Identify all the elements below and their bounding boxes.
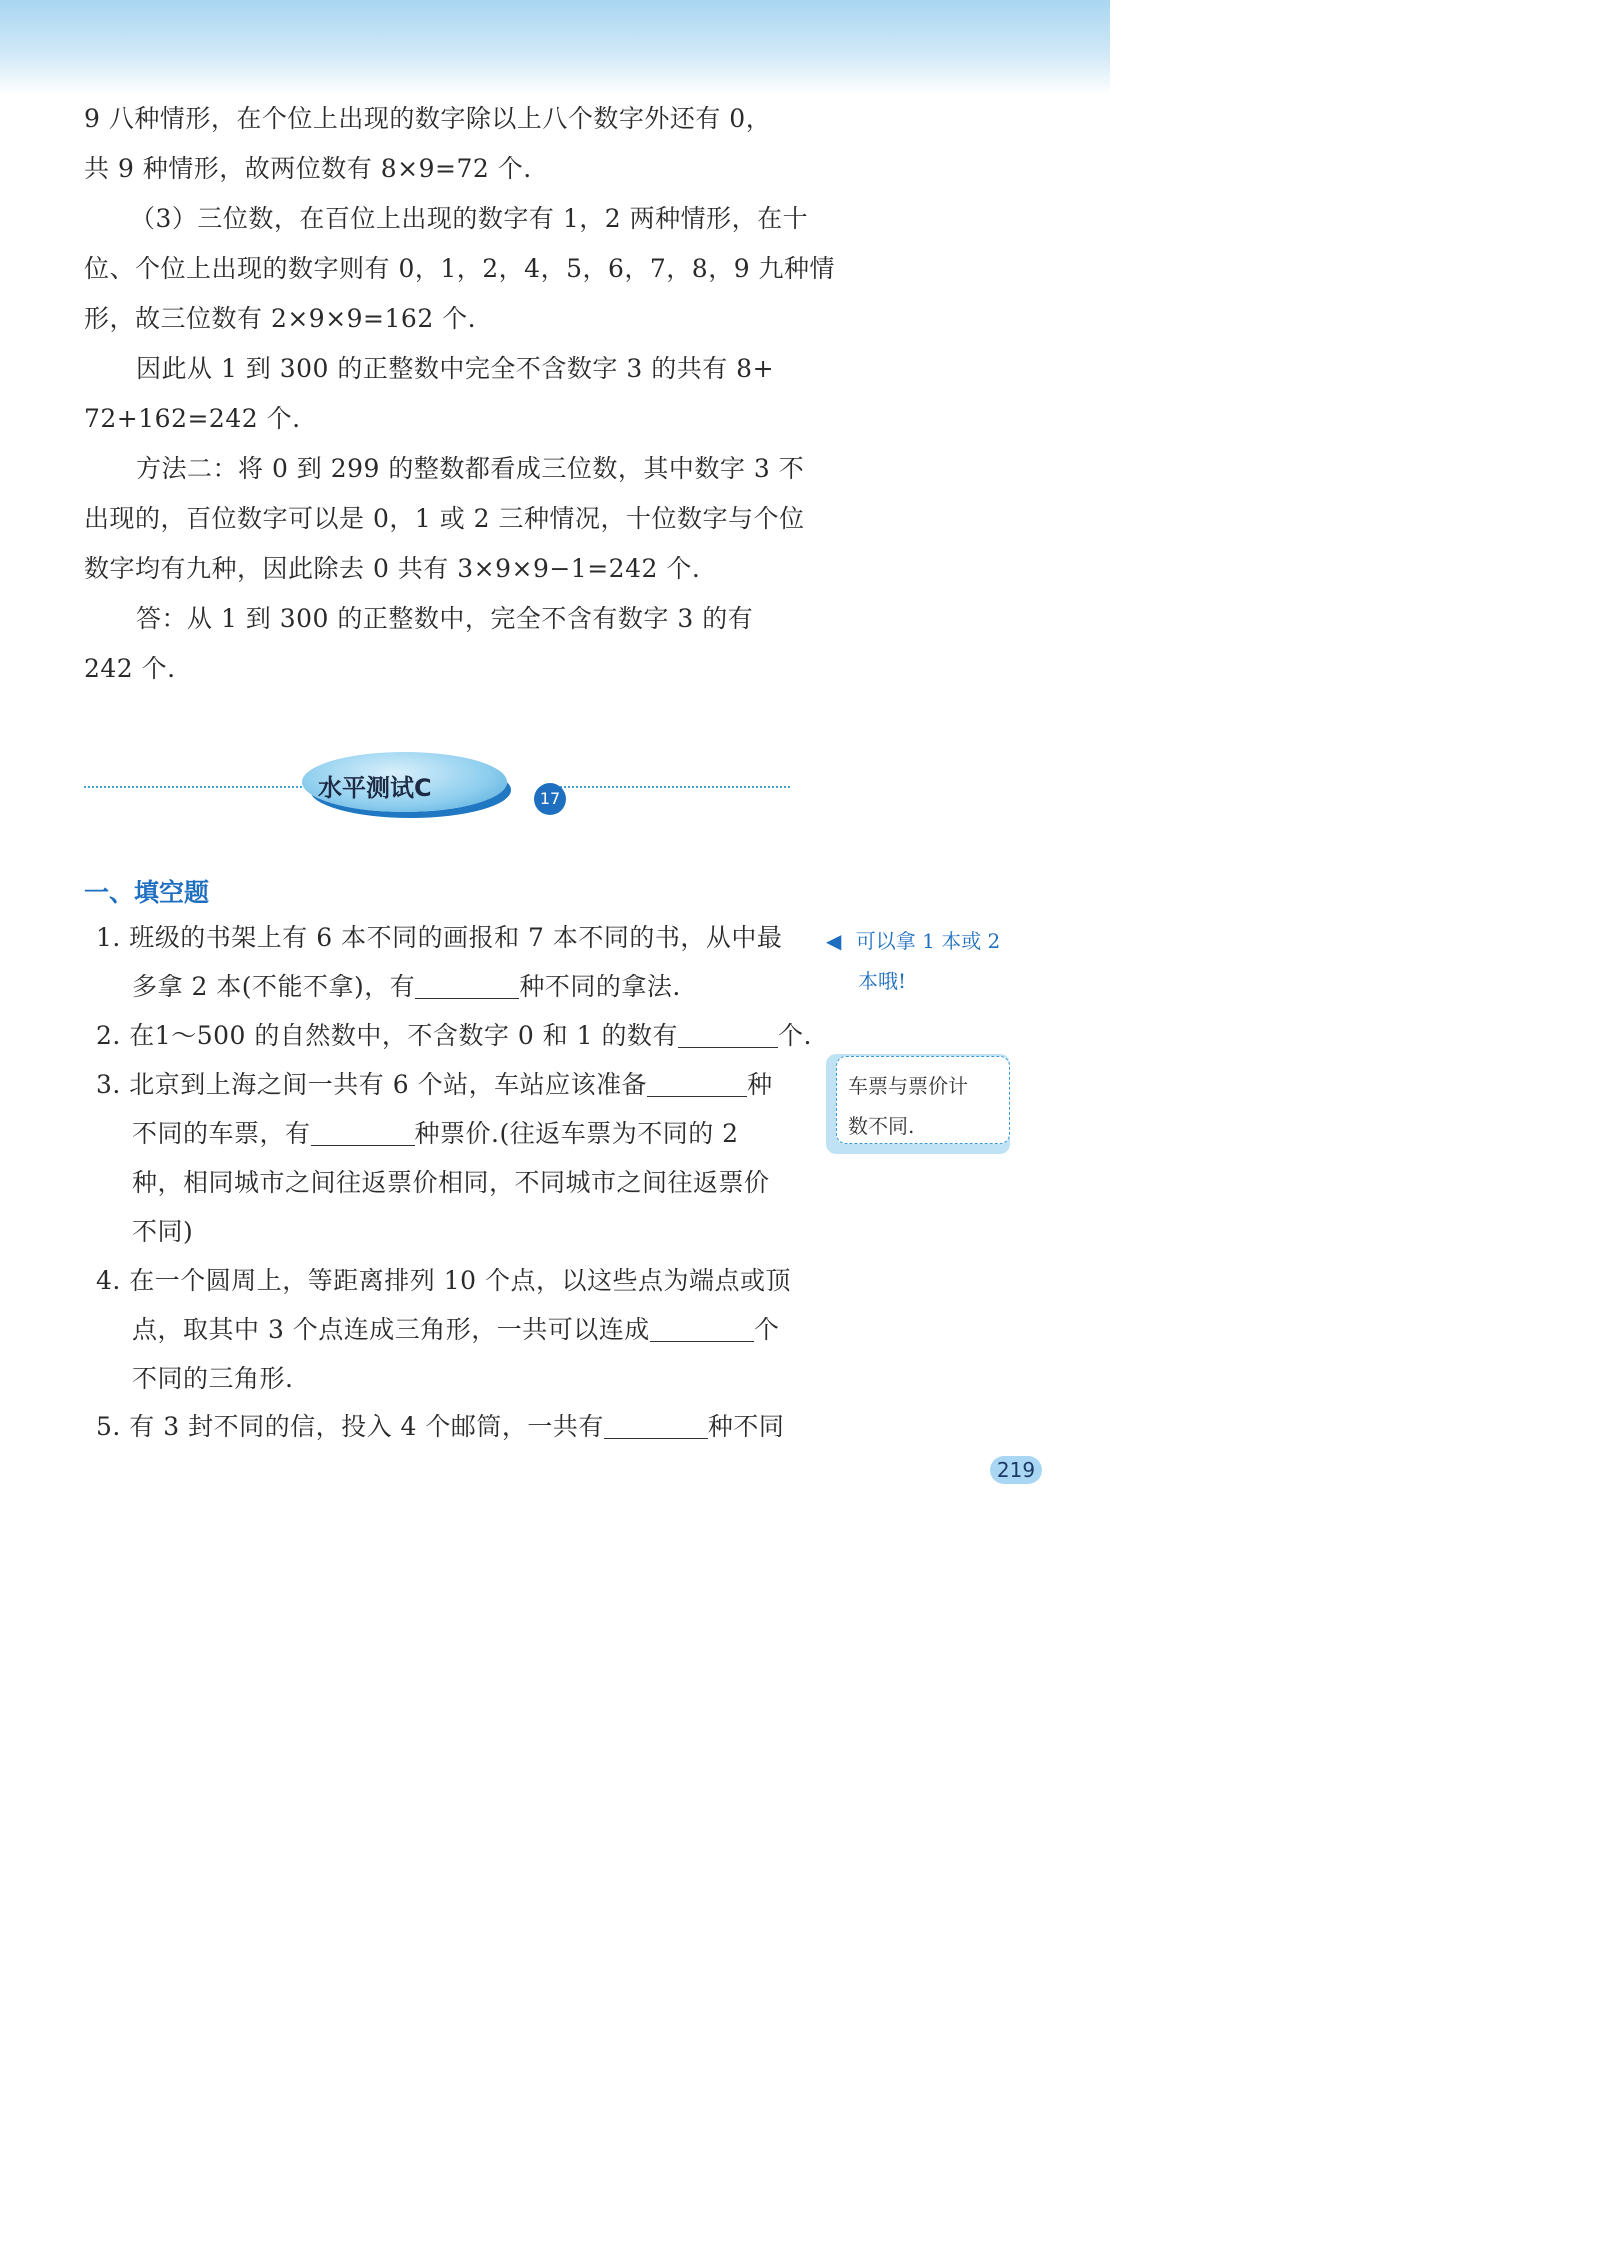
text-line: 因此从 1 到 300 的正整数中完全不含数字 3 的共有 8+ xyxy=(136,354,775,383)
margin-note-text: 车票与票价计 数不同. xyxy=(848,1074,968,1138)
answer-blank[interactable] xyxy=(311,1123,415,1146)
text-line: 72+162=242 个. xyxy=(84,404,301,433)
text-line: （3）三位数，在百位上出现的数字有 1，2 两种情形，在十 xyxy=(130,204,809,233)
text-line: 共 9 种情形，故两位数有 8×9=72 个. xyxy=(84,154,532,183)
triangle-left-icon: ◀ xyxy=(826,929,842,953)
divider-left xyxy=(84,786,306,788)
badge-number: 17 xyxy=(534,783,566,815)
text-line: 位、个位上出现的数字则有 0，1，2，4，5，6，7，8，9 九种情 xyxy=(84,254,836,283)
question-3-line-3: 种，相同城市之间往返票价相同，不同城市之间往返票价 xyxy=(132,1168,770,1197)
margin-hint: ◀ 可以拿 1 本或 2 本哦! xyxy=(826,929,1001,993)
answer-blank[interactable] xyxy=(650,1319,754,1342)
text-line: 答：从 1 到 300 的正整数中，完全不含有数字 3 的有 xyxy=(136,604,754,633)
text-line: 出现的，百位数字可以是 0，1 或 2 三种情况，十位数字与个位 xyxy=(84,504,805,533)
section-title: 一、填空题 xyxy=(84,878,210,907)
question-5: 5. 有 3 封不同的信，投入 4 个邮筒，一共有 种不同 xyxy=(96,1412,785,1441)
answer-blank[interactable] xyxy=(604,1416,708,1439)
question-3-line-4: 不同) xyxy=(132,1217,194,1246)
question-4-line-3: 不同的三角形. xyxy=(132,1364,294,1393)
question-1-line-2: 多拿 2 本(不能不拿)，有 种不同的拿法. xyxy=(132,972,681,1001)
question-1-line-1: 1. 班级的书架上有 6 本不同的画报和 7 本不同的书，从中最 xyxy=(96,923,783,952)
header-sky-banner xyxy=(0,0,1110,95)
text-line: 数字均有九种，因此除去 0 共有 3×9×9−1=242 个. xyxy=(84,554,701,583)
text-line: 242 个. xyxy=(84,654,176,683)
answer-blank[interactable] xyxy=(647,1074,747,1097)
question-4-line-2: 点，取其中 3 个点连成三角形，一共可以连成 个 xyxy=(132,1315,780,1344)
answer-blank[interactable] xyxy=(415,976,519,999)
text-line: 方法二：将 0 到 299 的整数都看成三位数，其中数字 3 不 xyxy=(136,454,805,483)
question-4-line-1: 4. 在一个圆周上，等距离排列 10 个点，以这些点为端点或顶 xyxy=(96,1266,792,1295)
answer-blank[interactable] xyxy=(678,1025,778,1048)
question-3-line-2: 不同的车票，有 种票价.(往返车票为不同的 2 xyxy=(132,1119,739,1148)
question-2: 2. 在1～500 的自然数中，不含数字 0 和 1 的数有 个. xyxy=(96,1021,812,1050)
divider-right xyxy=(560,786,790,788)
badge-title: 水平测试C xyxy=(318,774,432,802)
text-line: 形，故三位数有 2×9×9=162 个. xyxy=(84,304,477,333)
page-number: 219 xyxy=(990,1456,1042,1484)
question-3-line-1: 3. 北京到上海之间一共有 6 个站，车站应该准备 种 xyxy=(96,1070,773,1099)
text-line: 9 八种情形，在个位上出现的数字除以上八个数字外还有 0， xyxy=(84,104,772,133)
